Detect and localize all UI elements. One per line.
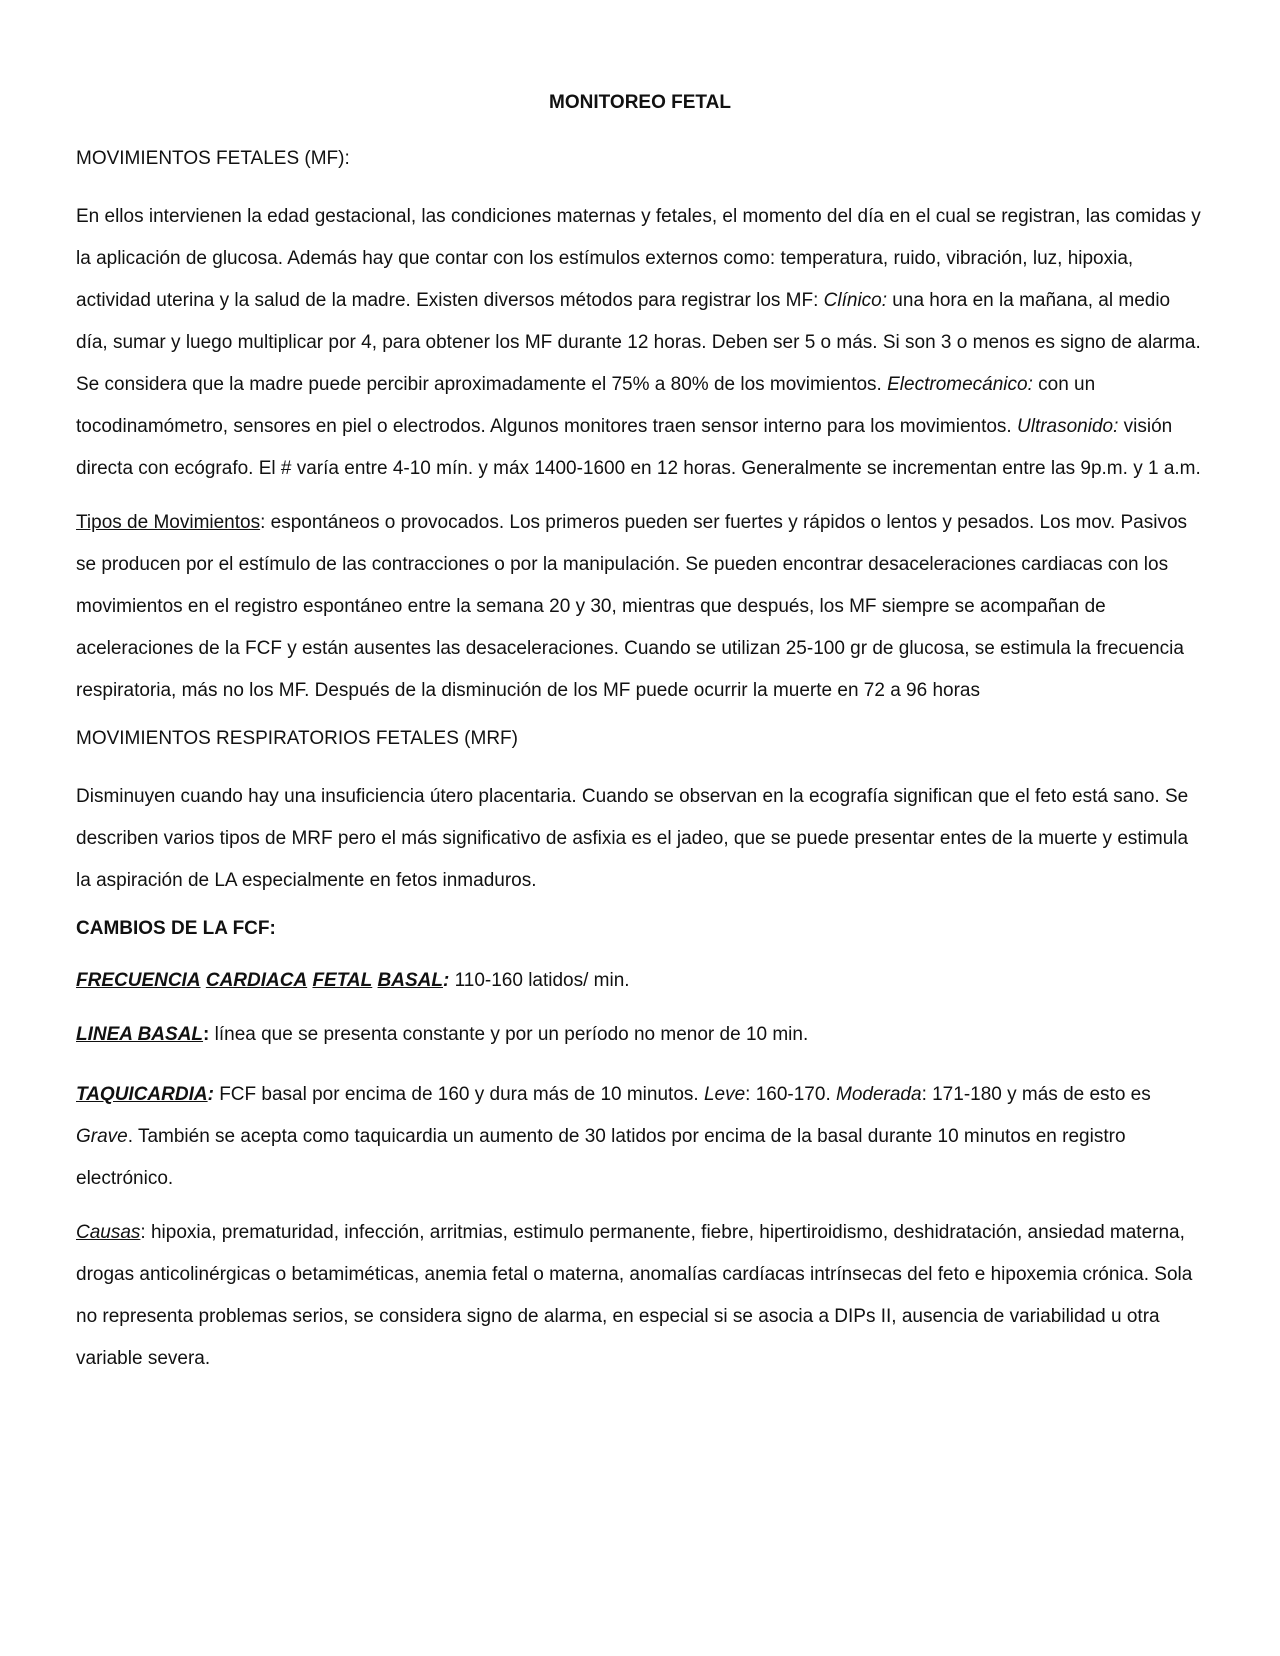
- text-run: visión directa con ecógrafo. El # varía entre 4-10 mín. y máx 1400-1600 en 12 horas. Generalmente se incrementan entre las 9p.m. y 1 a.m.: [76, 416, 1201, 479]
- term-electromecanico: Electromecánico:: [887, 374, 1033, 395]
- paragraph-linea-basal: [76, 1020, 1204, 1050]
- section-heading-fcf: CAMBIOS DE LA FCF:: [76, 918, 276, 939]
- label-colon: :: [443, 970, 450, 991]
- paragraph-fcf-basal: [76, 966, 1204, 996]
- text-run: con un tocodinamómetro, sensores en piel o electrodos. Algunos monitores traen sensor interno para los movimientos.: [76, 374, 1096, 437]
- paragraph-mf-intro: [76, 196, 1204, 490]
- text-run: : hipoxia, prematuridad, infección, arritmias, estimulo permanente, fiebre, hipertiroidismo, deshidratación, ansiedad materna, drogas anticolinérgicas o betamiméticas, anemia fetal o materna, anomalías cardíacas intrínsecas del feto e hipoxemia crónica. Sola no representa problemas serios, se considera signo de alarma, en especial si se asocia a DIPs II, ausencia de variabilidad u otra variable severa.: [76, 1222, 1193, 1369]
- label-tipos-movimientos: Tipos de Movimientos: [76, 512, 261, 533]
- label-linea-basal: LINEA BASAL: [76, 1024, 204, 1045]
- label-colon: :: [207, 1084, 214, 1105]
- paragraph-mrf: Disminuyen cuando hay una insuficiencia útero placentaria. Cuando se observan en la ecografía significan que el feto está sano. Se describen varios tipos de MRF pero el más significativo de asfixia es el jadeo, que se puede presentar entes de la muerte y estimula la aspiración de LA especialmente en fetos inmaduros.: [76, 786, 1189, 891]
- term-clinico: Clínico:: [823, 290, 888, 311]
- section-heading-mf: MOVIMIENTOS FETALES (MF):: [76, 148, 350, 169]
- text-run: línea que se presenta constante y por un período no menor de 10 min.: [209, 1024, 809, 1045]
- term-ultrasonido: Ultrasonido:: [1017, 416, 1119, 437]
- term-grave: Grave: [76, 1126, 128, 1147]
- label-cardiaca: CARDIACA: [205, 970, 308, 991]
- label-fetal: FETAL: [312, 970, 373, 991]
- text-run: 110-160 latidos/ min.: [449, 970, 630, 991]
- text-run: . También se acepta como taquicardia un aumento de 30 latidos por encima de la basal durante 10 minutos en registro electrónico.: [76, 1126, 1126, 1189]
- label-colon: :: [203, 1024, 210, 1045]
- text-run: una hora en la mañana, al medio día, sumar y luego multiplicar por 4, para obtener los MF durante 12 horas. Deben ser 5 o más. Si son 3 o menos es signo de alarma. Se considera que la madre puede percibir aproximadamente el 75% a 80% de los movimientos.: [76, 290, 1201, 395]
- text-run: En ellos intervienen la edad gestacional, las condiciones maternas y fetales, el momento del día en el cual se registran, las comidas y la aplicación de glucosa. Además hay que contar con los estímulos externos como: temperatura, ruido, vibración, luz, hipoxia, actividad uterina y la salud de la madre. Existen diversos métodos para registrar los MF:: [76, 206, 1201, 311]
- label-frecuencia: FRECUENCIA: [76, 970, 201, 991]
- paragraph-tipos-movimientos: [76, 502, 1204, 712]
- term-leve: Leve: [703, 1084, 746, 1105]
- term-moderada: Moderada: [836, 1084, 922, 1105]
- label-taquicardia: TAQUICARDIA: [76, 1084, 208, 1105]
- paragraph-taquicardia: [76, 1074, 1204, 1200]
- document-title: MONITOREO FETAL: [549, 92, 731, 113]
- text-run: : 160-170.: [745, 1084, 836, 1105]
- text-run: FCF basal por encima de 160 y dura más de 10 minutos.: [213, 1084, 704, 1105]
- label-causas: Causas: [76, 1222, 141, 1243]
- section-heading-mrf: MOVIMIENTOS RESPIRATORIOS FETALES (MRF): [76, 728, 518, 749]
- label-basal: BASAL: [377, 970, 443, 991]
- text-run: : 171-180 y más de esto es: [921, 1084, 1151, 1105]
- paragraph-causas: [76, 1212, 1204, 1380]
- text-run: : espontáneos o provocados. Los primeros pueden ser fuertes y rápidos o lentos y pesados. Los mov. Pasivos se producen por el estímulo de las contracciones o por la manipulación. Se pueden encontrar desaceleraciones cardiacas con los movimientos en el registro espontáneo entre la semana 20 y 30, mientras que después, los MF siempre se acompañan de aceleraciones de la FCF y están ausentes las desaceleraciones. Cuando se utilizan 25-100 gr de glucosa, se estimula la frecuencia respiratoria, más no los MF. Después de la disminución de los MF puede ocurrir la muerte en 72 a 96 horas: [76, 512, 1188, 701]
